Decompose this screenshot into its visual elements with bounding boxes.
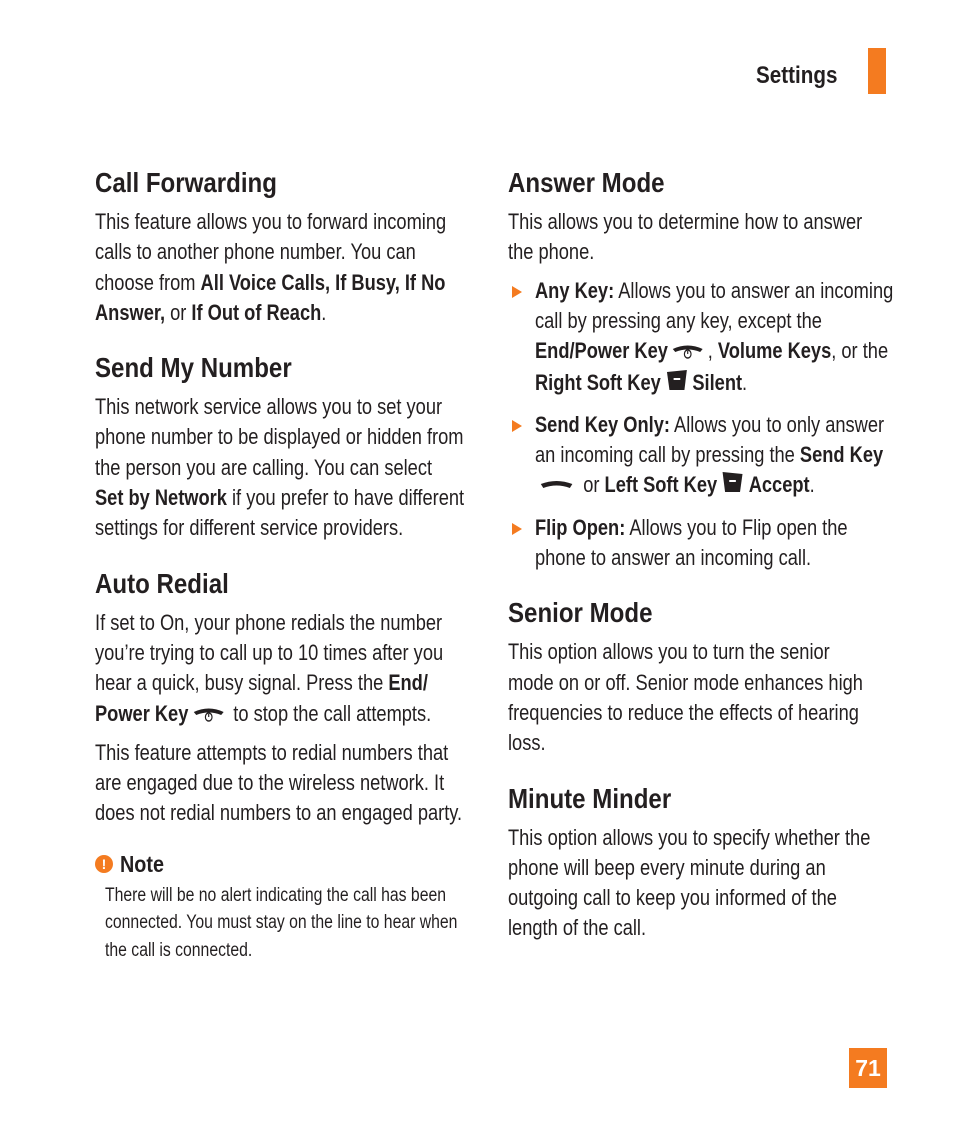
body-text: This network service allows you to set your phone number to be displayed or hidden from the person you are calling. You can select	[95, 394, 464, 480]
section-title: Minute Minder	[508, 782, 672, 814]
section-title: Senior Mode	[508, 597, 653, 629]
body-text: Allows you to Flip open the phone to answer an incoming call.	[535, 514, 848, 571]
body-text: if you prefer to have different settings for different service providers.	[95, 485, 465, 541]
page-number: 71	[849, 1048, 887, 1088]
list-item-text	[535, 410, 897, 503]
section-body	[95, 207, 464, 328]
body-bold: Right Soft Key	[535, 369, 661, 395]
section-title: Call Forwarding	[95, 167, 277, 198]
body-bold: Volume Keys	[717, 338, 832, 364]
end-power-key-icon	[192, 700, 225, 730]
bullet-arrow-icon	[512, 420, 522, 432]
section-body: This option allows you to specify whether the phone will beep every minute during an outgoing call to keep you informed of the length of the call.	[508, 824, 871, 941]
right-soft-key-icon	[664, 368, 689, 400]
note-title: Note	[120, 850, 164, 877]
body-bold: End/Power Key	[535, 338, 668, 364]
exclamation-icon: !	[95, 855, 113, 873]
body-bold: Accept	[748, 472, 810, 498]
body-bold: Flip Open:	[535, 514, 626, 540]
body-text: ,	[707, 338, 718, 364]
body-text: , or the	[831, 338, 889, 364]
list-item-any-key	[508, 276, 898, 400]
body-bold: If Out of Reach	[191, 299, 322, 325]
section-answer-mode	[508, 165, 898, 573]
header-accent-tab	[868, 48, 886, 94]
body-text: .	[321, 299, 327, 325]
section-senior-mode	[508, 595, 898, 758]
bullet-arrow-icon	[512, 286, 522, 298]
note-text: There will be no alert indicating the call has been connected. You must stay on the line to hear when the call is connected.	[105, 884, 458, 961]
body-bold: Send Key Only:	[535, 411, 670, 437]
note-box	[95, 851, 480, 965]
section-send-my-number	[95, 350, 480, 543]
body-text: Allows you to only answer an incoming call by pressing the	[535, 411, 885, 468]
section-body-2: This feature attempts to redial numbers that are engaged due to the wireless network. It does not redial numbers to an engaged party.	[95, 739, 463, 826]
left-soft-key-icon	[720, 470, 745, 502]
body-bold: Left Soft Key	[604, 472, 718, 498]
section-body	[95, 608, 464, 730]
list-item-flip-open	[508, 513, 898, 574]
body-text: .	[742, 369, 748, 395]
header-title: Settings	[756, 62, 838, 89]
right-column	[508, 165, 898, 966]
body-bold: Set by Network	[95, 485, 227, 511]
body-text: to stop the call attempts.	[228, 700, 432, 726]
section-body: This option allows you to turn the senior mode on or off. Senior mode enhances high frequencies to reduce the effects of hearing loss.	[508, 639, 863, 756]
section-body	[95, 392, 464, 543]
body-bold: Silent	[692, 369, 743, 395]
section-call-forwarding	[95, 165, 480, 328]
answer-mode-list	[508, 276, 898, 574]
send-key-icon	[538, 471, 575, 501]
left-column	[95, 165, 480, 964]
body-text: .	[809, 472, 815, 498]
body-text: Allows you to answer an incoming call by pressing any key, except the	[535, 277, 894, 333]
section-title: Answer Mode	[508, 167, 665, 198]
body-text: If set to On, your phone redials the number you’re trying to call up to 10 times after you hear a quick, busy signal. Press the	[95, 609, 444, 696]
body-bold: Any Key:	[535, 277, 615, 303]
body-bold: End/ Power Key	[95, 670, 428, 726]
body-bold: All Voice Calls, If Busy, If No Answer,	[95, 269, 446, 325]
body-text: This feature allows you to forward incoming calls to another phone number. You can choose from	[95, 209, 447, 295]
section-title: Auto Redial	[95, 567, 229, 599]
note-header	[95, 851, 480, 878]
body-text: or	[165, 299, 192, 325]
section-title: Send My Number	[95, 352, 292, 384]
bullet-arrow-icon	[512, 523, 522, 535]
end-power-key-icon	[671, 337, 704, 367]
list-item-text	[535, 276, 897, 400]
section-body: This allows you to determine how to answer the phone.	[508, 209, 863, 265]
list-item-send-key-only	[508, 410, 898, 503]
body-text: or	[578, 472, 605, 498]
list-item-text	[535, 513, 897, 574]
section-auto-redial	[95, 566, 480, 829]
body-bold: Send Key	[799, 442, 884, 468]
section-minute-minder	[508, 781, 898, 944]
